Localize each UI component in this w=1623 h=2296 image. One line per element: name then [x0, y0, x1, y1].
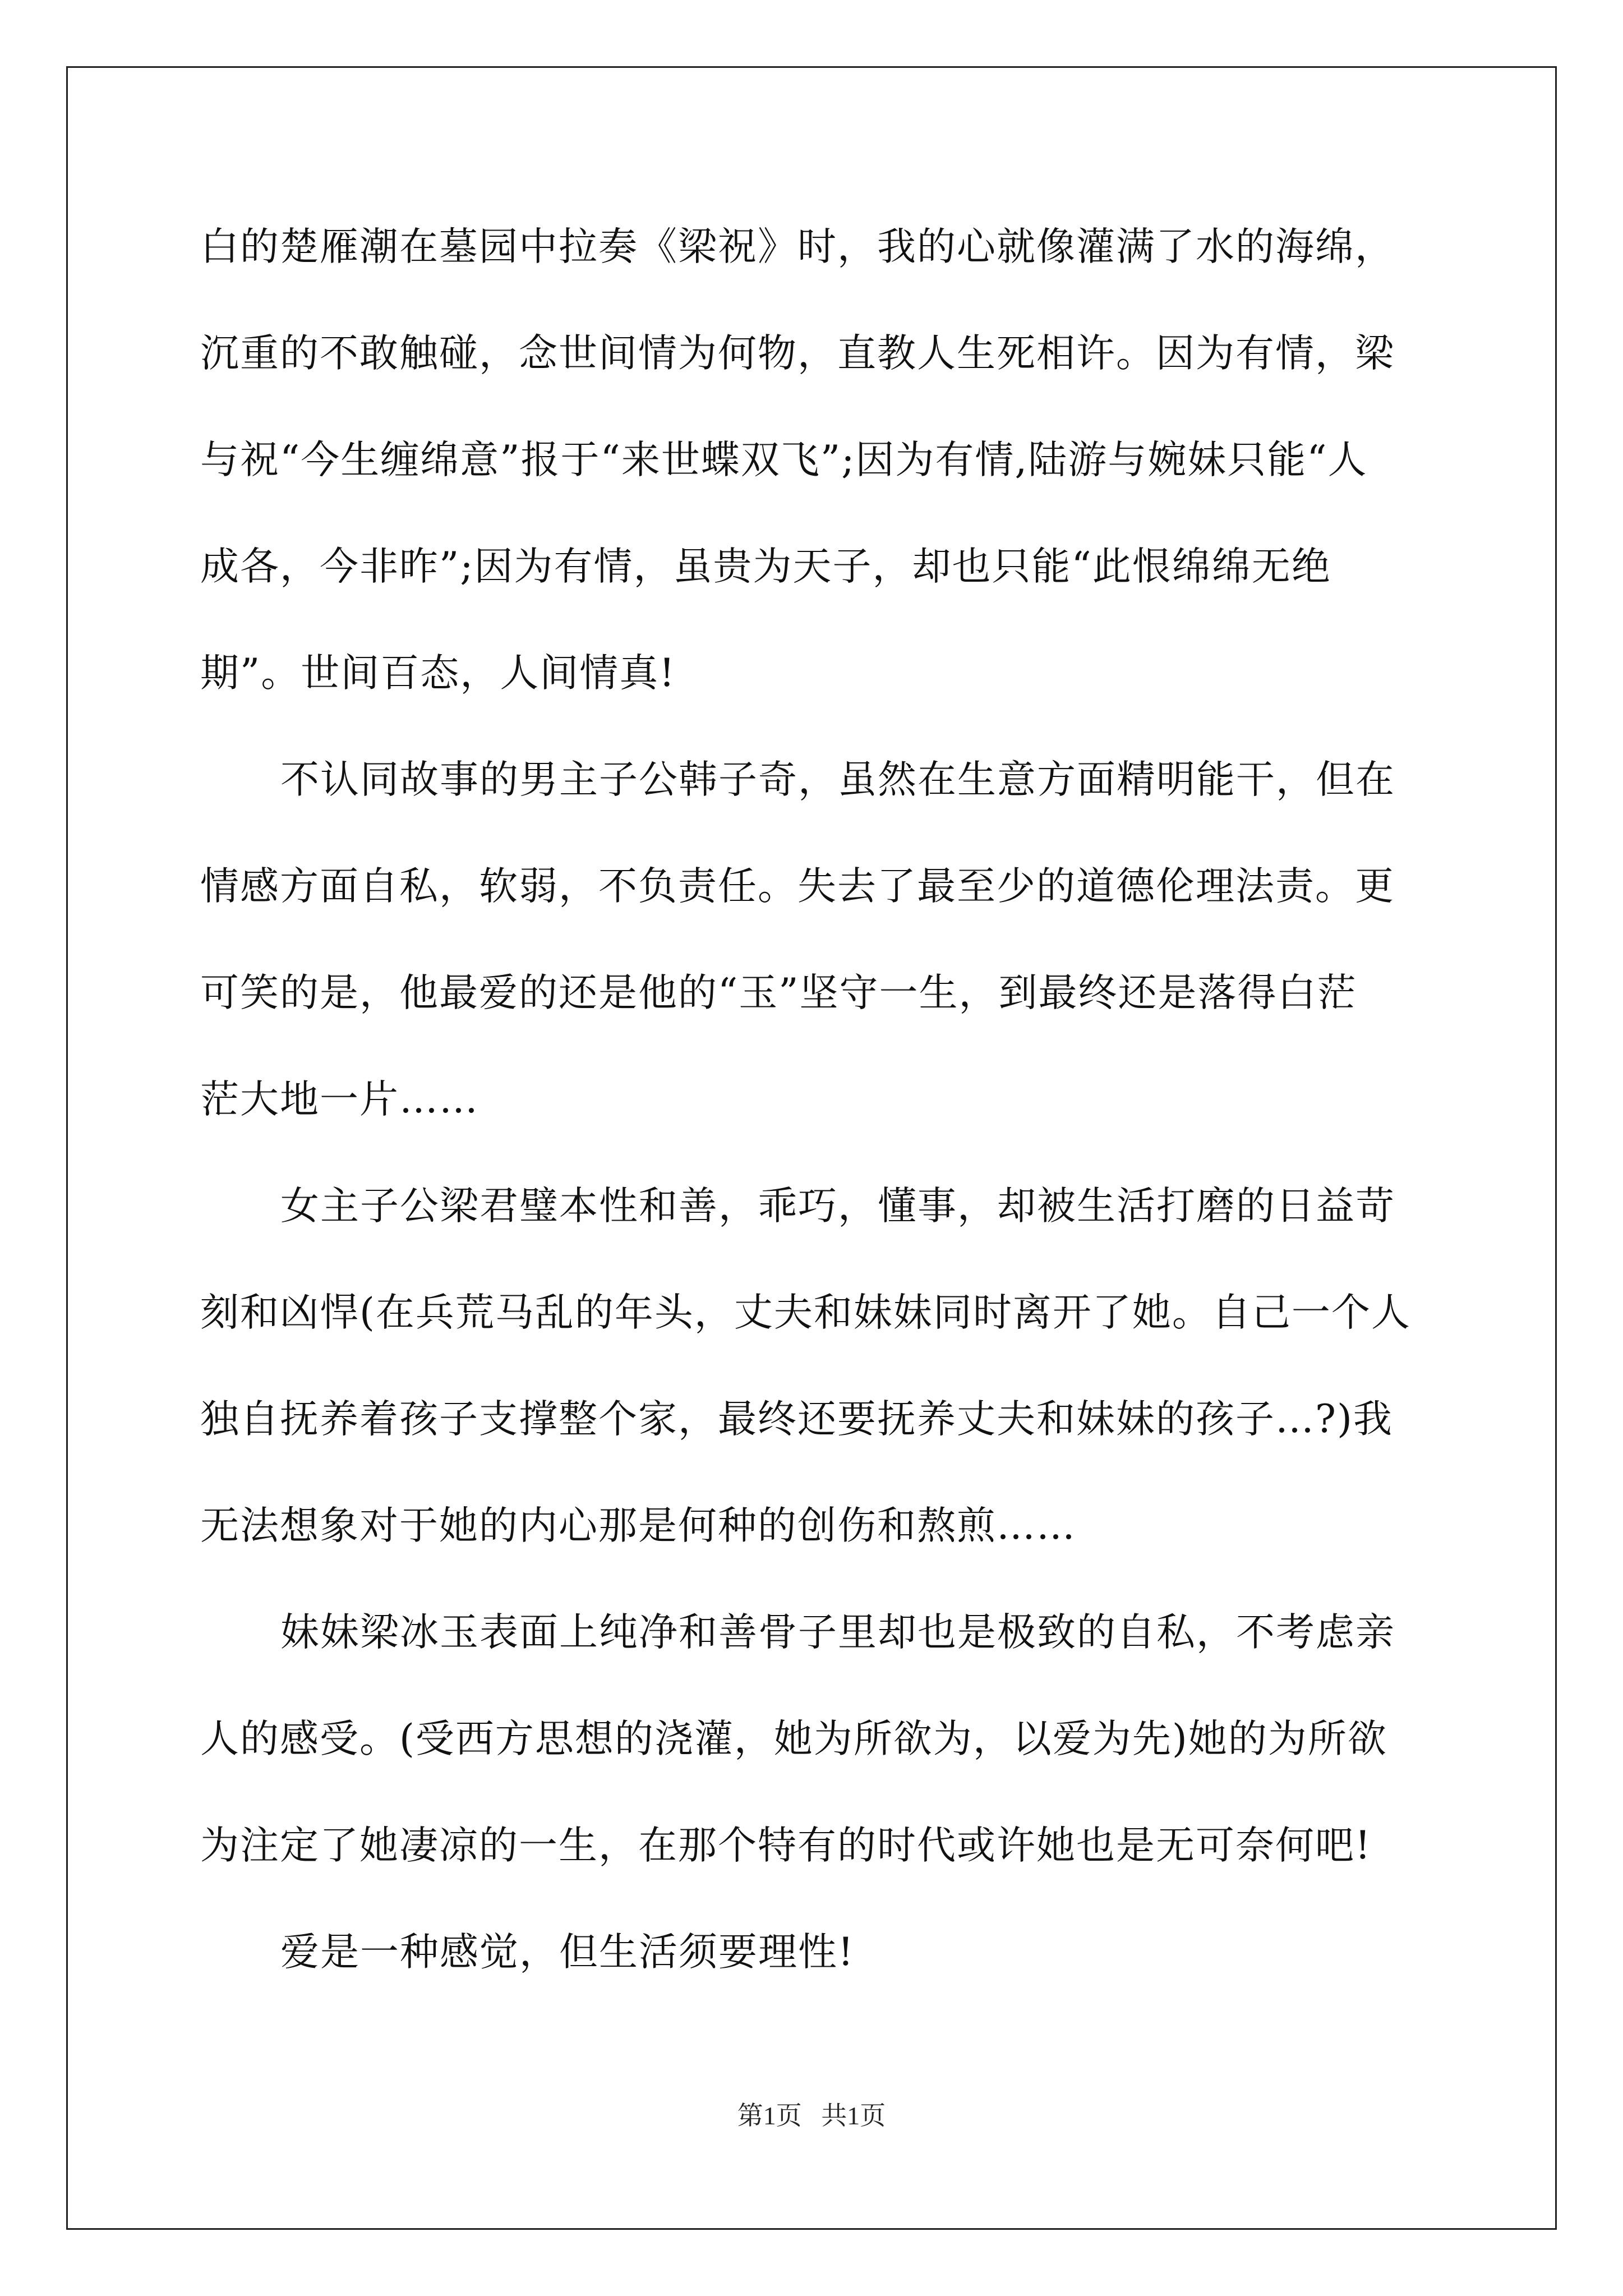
paragraph-first-line: 爱是一种感觉，但生活须要理性!	[280, 1930, 855, 1975]
page-border	[66, 66, 1557, 2230]
text-line: 可笑的是，他最爱的还是他的“玉”坚守一生，到最终还是落得白茫	[200, 970, 1357, 1015]
text-line: 成各，今非昨”;因为有情，虽贵为天子，却也只能“此恨绵绵无绝	[200, 544, 1331, 589]
paragraph-first-line: 不认同故事的男主子公韩子奇，虽然在生意方面精明能干，但在	[280, 757, 1395, 802]
text-line: 期”。世间百态，人间情真!	[200, 651, 676, 696]
text-line: 刻和凶悍(在兵荒马乱的年头，丈夫和妹妹同时离开了她。自己一个人	[200, 1290, 1411, 1335]
paragraph-first-line: 妹妹梁冰玉表面上纯净和善骨子里却也是极致的自私，不考虑亲	[280, 1610, 1395, 1655]
text-line: 与祝“今生缠绵意”报于“来世蝶双飞”;因为有情,陆游与婉妹只能“人	[200, 438, 1368, 482]
paragraph-first-line: 女主子公梁君璧本性和善，乖巧，懂事，却被生活打磨的日益苛	[280, 1184, 1395, 1228]
page-footer: 第1页 共1页	[737, 2101, 886, 2130]
text-line: 为注定了她凄凉的一生，在那个特有的时代或许她也是无可奈何吧!	[200, 1823, 1372, 1868]
text-line: 茫大地一片……	[200, 1077, 479, 1122]
text-line: 情感方面自私，软弱，不负责任。失去了最至少的道德伦理法责。更	[200, 864, 1395, 909]
text-line: 沉重的不敢触碰，念世间情为何物，直教人生死相许。因为有情，梁	[200, 331, 1395, 376]
text-line: 独自抚养着孩子支撑整个家，最终还要抚养丈夫和妹妹的孩子…?)我	[200, 1397, 1393, 1442]
text-line: 无法想象对于她的内心那是何种的创伤和熬煎……	[200, 1503, 1076, 1548]
text-line: 人的感受。(受西方思想的浇灌，她为所欲为，以爱为先)她的为所欲	[200, 1717, 1387, 1761]
text-line: 白的楚雁潮在墓园中拉奏《梁祝》时，我的心就像灌满了水的海绵，	[200, 224, 1395, 269]
